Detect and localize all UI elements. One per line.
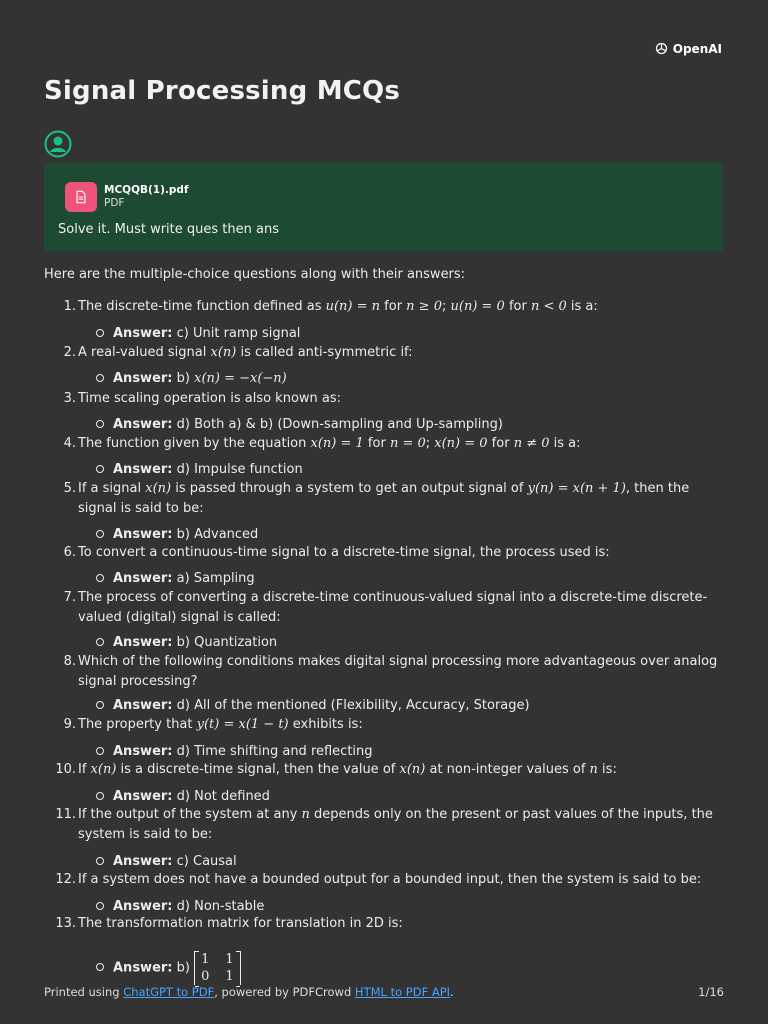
text-run: for [363,436,390,451]
text-run: ; [441,299,451,314]
bullet-icon [96,701,104,709]
math-expression: y(n) = x(n + 1) [527,481,626,496]
answer-line [96,852,237,872]
bullet-icon [96,329,104,337]
question-number: 1. [63,299,76,314]
answer-math: x(n) = −x(−n) [194,371,287,386]
answer-text: d) Both a) & b) (Down-sampling and Up-sampling) [176,417,503,432]
text-run: Which of the following conditions makes digital signal processing more advantageous over analog [78,654,718,669]
text-run: is: [597,762,617,777]
answer-line [96,696,530,716]
text-run: signal processing? [78,674,198,689]
question-number: 2. [63,345,76,360]
math-expression: x(n) [399,762,426,777]
answer-label: Answer: [113,698,173,713]
answer-text: d) Impulse function [176,462,303,477]
question-text [78,805,718,845]
text-run: is passed through a system to get an output signal of [171,481,528,496]
question-line [78,672,718,692]
math-expression: n [589,762,598,777]
math-expression: x(n) = 0 [434,436,488,451]
question-number: 10. [55,762,76,777]
bullet-icon [96,792,104,800]
math-expression: n = 0 [389,436,426,451]
footer-credit: Printed using ChatGPT to PDF, powered by PDFCrowd HTML to PDF API. [44,985,454,999]
question-text [78,588,718,628]
math-expression: y(t) = x(1 − t) [196,717,289,732]
text-run: The transformation matrix for translation in 2D is: [78,916,403,931]
math-expression: u(n) = 0 [450,299,505,314]
question-number: 12. [55,872,76,887]
question-number: 7. [63,590,76,605]
text-run: for [504,299,531,314]
answer-line [96,324,300,344]
text-run: is a: [566,299,598,314]
answer-line [96,951,241,985]
answer-text: d) Not defined [176,789,270,804]
answer-label: Answer: [113,371,173,386]
matrix-row [201,968,234,985]
text-run: If the output of the system at any [78,807,302,822]
math-expression: n ≥ 0 [406,299,442,314]
page-title: Signal Processing MCQs [44,76,401,106]
question-text [78,343,718,363]
answer-option: b) [176,960,195,976]
question-text [78,297,718,317]
user-message [44,163,723,251]
question-number: 4. [63,436,76,451]
answer-label: Answer: [113,854,173,869]
answer-label: Answer: [113,462,173,477]
question-line [78,805,718,825]
text-run: Time scaling operation is also known as: [78,391,342,406]
text-run: is called anti-symmetric if: [236,345,413,360]
answer-label: Answer: [113,789,173,804]
answer-text: d) Non-stable [176,899,265,914]
chatgpt-to-pdf-link[interactable]: ChatGPT to PDF [123,985,215,999]
user-prompt: Solve it. Must write ques then ans [58,222,279,237]
answer-option: b) [176,371,195,386]
answer-line [96,633,277,653]
question-number: 3. [63,391,76,406]
answer-label: Answer: [113,527,173,542]
answer-line [96,460,303,480]
answer-text: d) All of the mentioned (Flexibility, Accuracy, Storage) [176,698,530,713]
text-run: for [487,436,514,451]
question-text [78,760,718,780]
bullet-icon [96,574,104,582]
attachment-type: PDF [104,197,125,209]
question-line [78,825,718,845]
answer-text: c) Causal [176,854,237,869]
answer-line [96,787,270,807]
bullet-icon [96,420,104,428]
answer-line [96,369,287,389]
answer-label: Answer: [113,326,173,341]
answer-label: Answer: [113,417,173,432]
matrix-cell: 1 [225,969,234,984]
question-text [78,870,718,890]
answer-label: Answer: [113,744,173,759]
text-run: A real-valued signal [78,345,211,360]
question-text [78,479,718,519]
text-run: If a signal [78,481,146,496]
question-text [78,652,718,692]
text-run: system is said to be: [78,827,213,842]
attachment-name: MCQQB(1).pdf [104,184,189,196]
matrix-cell: 0 [201,969,210,984]
text-run: exhibits is: [288,717,363,732]
question-line [78,608,718,628]
question-line [78,652,718,672]
text-run: To convert a continuous-time signal to a discrete-time signal, the process used is: [78,545,610,560]
math-expression: u(n) = n [325,299,381,314]
bullet-icon [96,902,104,910]
attachment-card[interactable] [65,182,189,212]
math-expression: x(n) = 1 [310,436,364,451]
text-run: is a discrete-time signal, then the value of [116,762,400,777]
text-run: signal is said to be: [78,501,204,516]
bullet-icon [96,465,104,473]
answer-label: Answer: [113,571,173,586]
footer [44,985,724,999]
text-run: If [78,762,91,777]
text-run: If a system does not have a bounded output for a bounded input, then the system is said to be: [78,872,702,887]
question-number: 11. [55,807,76,822]
math-expression: x(n) [145,481,172,496]
document-icon [65,182,97,212]
question-text [78,543,718,563]
question-text [78,914,718,934]
text-run: , then the [625,481,690,496]
answer-label: Answer: [113,960,173,976]
text-run: for [380,299,407,314]
math-expression: n < 0 [530,299,567,314]
answer-line [96,569,255,589]
matrix-row [201,951,234,968]
text-run: The process of converting a discrete-time continuous-valued signal into a discrete-time discrete- [78,590,708,605]
math-expression: n ≠ 0 [513,436,550,451]
answer-text: d) Time shifting and reflecting [176,744,373,759]
text-run: The property that [78,717,197,732]
question-number: 6. [63,545,76,560]
question-line [78,479,718,499]
page-number: 1/16 [698,985,724,999]
text-run: is a: [549,436,581,451]
bullet-icon [96,857,104,865]
user-avatar-icon [44,130,72,158]
matrix-cell: 1 [201,952,210,967]
answer-text: a) Sampling [176,571,255,586]
text-run: at non-integer values of [425,762,590,777]
text-run: depends only on the present or past values of the inputs, the [309,807,713,822]
answer-text: b) Advanced [176,527,259,542]
bullet-icon [96,374,104,382]
answer-line [96,415,503,435]
response-intro: Here are the multiple-choice questions along with their answers: [44,267,466,282]
answer-text: c) Unit ramp signal [176,326,301,341]
question-text [78,434,718,454]
answer-label: Answer: [113,635,173,650]
bullet-icon [96,963,104,971]
brand-name: OpenAI [672,41,722,56]
text-run: ; [425,436,435,451]
bullet-icon [96,747,104,755]
question-text [78,715,718,735]
text-run: The function given by the equation [78,436,311,451]
question-line [78,588,718,608]
answer-text: b) Quantization [176,635,278,650]
question-number: 8. [63,654,76,669]
question-line [78,499,718,519]
math-expression: x(n) [90,762,117,777]
answer-label: Answer: [113,899,173,914]
openai-logo-icon [654,41,669,56]
answer-line [96,742,373,762]
question-number: 13. [55,916,76,931]
question-text [78,389,718,409]
html-to-pdf-api-link[interactable]: HTML to PDF API [354,985,451,999]
question-number: 9. [63,717,76,732]
math-expression: n [301,807,310,822]
bullet-icon [96,530,104,538]
text-run: The discrete-time function defined as [78,299,326,314]
answer-line [96,525,258,545]
text-run: valued (digital) signal is called: [78,610,281,625]
question-number: 5. [63,481,76,496]
matrix-cell: 1 [225,952,234,967]
bullet-icon [96,638,104,646]
answer-matrix [194,951,241,985]
openai-brand [654,41,722,56]
math-expression: x(n) [210,345,237,360]
